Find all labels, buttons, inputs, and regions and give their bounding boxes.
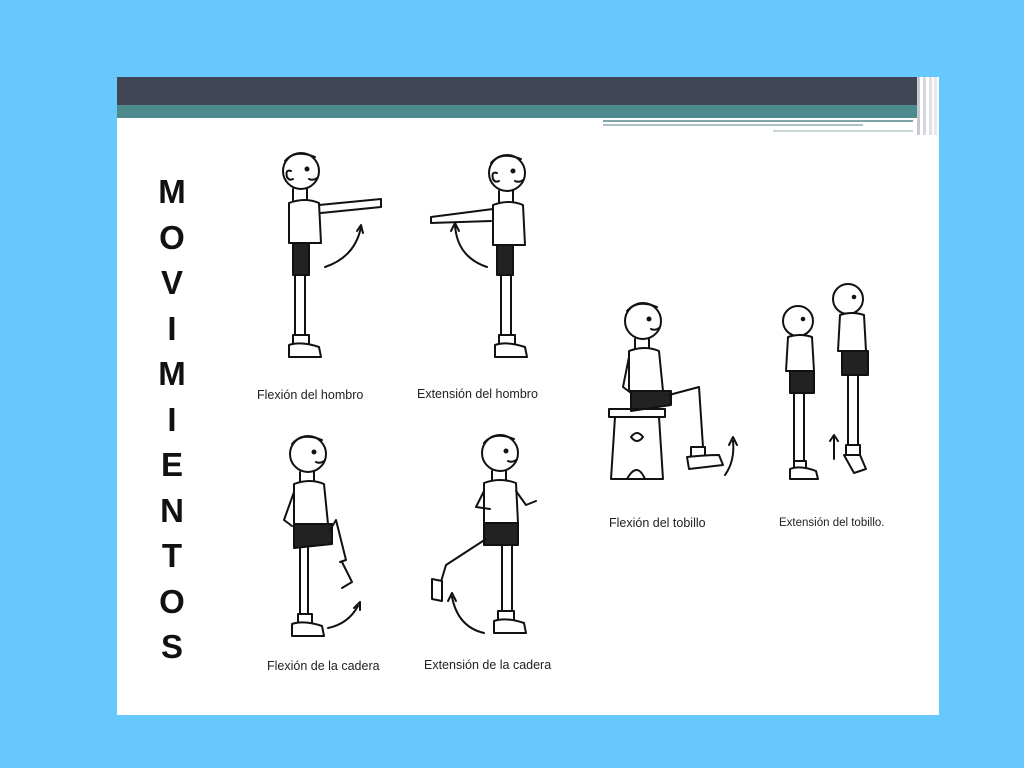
figure-shoulder-flexion (267, 147, 397, 367)
title-letter: V (160, 264, 183, 301)
figure-hip-flexion (272, 432, 382, 642)
title-letter: N (160, 491, 184, 529)
caption-hip-extension: Extensión de la cadera (424, 658, 552, 672)
title-letter: S (160, 628, 183, 665)
caption-hip-flexion: Flexión de la cadera (267, 659, 380, 673)
title-letter: M (158, 355, 186, 392)
figure-ankle-flexion (607, 295, 747, 495)
boy-hip-extension-illustration (422, 429, 547, 644)
vertical-title (147, 169, 197, 670)
title-letter: I (167, 309, 177, 347)
figure-shoulder-extension (427, 147, 547, 367)
title-letter: T (161, 537, 183, 574)
header-end-stripes (915, 77, 939, 137)
header-accent-lines (603, 118, 939, 138)
figure-hip-extension (422, 429, 547, 644)
boy-shoulder-extension-illustration (427, 147, 547, 367)
title-letter: O (159, 218, 185, 256)
boy-hip-flexion-illustration (272, 432, 382, 642)
caption-shoulder-extension: Extensión del hombro (417, 387, 538, 401)
slide (117, 77, 939, 715)
header-bar-dark (117, 77, 917, 105)
title-letter: M (158, 173, 186, 210)
caption-shoulder-flexion: Flexión del hombro (257, 388, 364, 402)
header-bar-teal (117, 105, 917, 118)
boy-ankle-flexion-illustration (607, 295, 747, 495)
boy-shoulder-flexion-illustration (267, 147, 397, 367)
figure-ankle-extension (772, 277, 882, 497)
caption-ankle-flexion: Flexión del tobillo (609, 516, 706, 530)
title-letter: O (159, 582, 185, 620)
boy-ankle-extension-illustration (772, 277, 882, 497)
title-letter: I (167, 400, 177, 438)
title-letter: E (160, 446, 183, 483)
caption-ankle-extension: Extensión del tobillo. (779, 517, 885, 529)
